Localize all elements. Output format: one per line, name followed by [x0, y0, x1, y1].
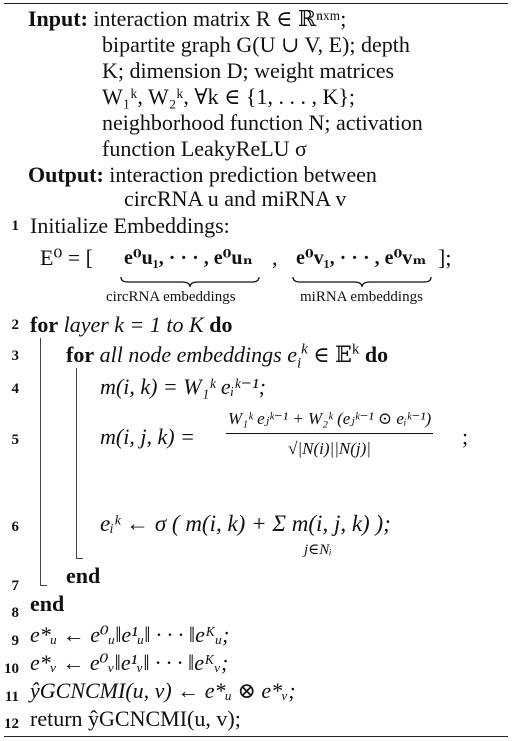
line-number-12: 12 [4, 716, 19, 732]
e0-close: ]; [438, 245, 452, 270]
input-line-6: function LeakyReLU σ [102, 136, 307, 161]
for-condition: layer k = 1 to K [63, 312, 204, 337]
outer-loop-guide-end [40, 585, 47, 586]
line-number-8: 8 [11, 605, 19, 621]
inner-for-condition: all node embeddings [99, 342, 282, 367]
top-rule [4, 3, 508, 4]
outer-loop-guide [40, 338, 41, 585]
output-line-2: circRNA u and miRNA v [124, 186, 347, 211]
output-line-1 [28, 162, 377, 188]
input-line-3: K; dimension D; weight matrices [102, 58, 395, 83]
input-text-1: interaction matrix R ∈ ℝⁿˣᵐ; [93, 6, 347, 31]
e0-lhs: E⁰ = [ [40, 245, 93, 270]
mirna-embeddings-label: miRNA embeddings [300, 289, 423, 305]
step-10-text: e*ᵥ ← e⁰ᵥ‖e¹ᵥ‖ · · · ‖eᴷᵥ; [30, 650, 229, 675]
step-3-text: for all node embeddings $e_i^k$ ∈ 𝔼$^k$ do [66, 341, 389, 372]
line-number-1: 1 [11, 218, 19, 234]
step-2-text [30, 312, 232, 338]
do-keyword: do [209, 312, 233, 337]
step-1-text: Initialize Embeddings: [30, 213, 230, 238]
step-11-text: ŷGCNCMI(u, v) ← e*ᵤ ⊗ e*ᵥ; [30, 678, 296, 703]
circrna-vector: e⁰u₁, · · · , e⁰uₙ [124, 247, 253, 269]
step-6-sum-index: j∈Nᵢ [304, 542, 332, 558]
for-keyword: for [30, 312, 59, 337]
line-number-5: 5 [11, 432, 19, 448]
step-5-fraction [226, 406, 433, 462]
line-number-9: 9 [11, 633, 19, 649]
step-12-text: return ŷGCNCMI(u, v); [30, 706, 241, 731]
vector-comma: , [272, 245, 278, 270]
step-4-text: m(i, k) = W₁ᵏ eᵢᵏ⁻¹; [100, 374, 266, 399]
inner-loop-guide [76, 368, 77, 558]
line-number-11: 11 [4, 689, 19, 705]
circrna-underbrace [120, 276, 260, 288]
mirna-underbrace [292, 276, 432, 288]
step-9-text: e*ᵤ ← e⁰ᵤ‖e¹ᵤ‖ · · · ‖eᴷᵤ; [30, 622, 230, 647]
output-label: Output: [28, 162, 104, 187]
input-line-5: neighborhood function N; activation [102, 110, 423, 135]
outer-end: end [30, 591, 65, 616]
line-number-3: 3 [11, 348, 19, 364]
mirna-vector: e⁰v₁, · · · , e⁰vₘ [296, 247, 427, 269]
inner-for-keyword: for [66, 342, 95, 367]
circrna-embeddings-label: circRNA embeddings [106, 289, 236, 305]
step-5-lhs: m(i, j, k) = [100, 424, 195, 449]
inner-loop-guide-end [76, 558, 83, 559]
step-6-text: eᵢᵏ ← σ ( m(i, k) + Σ m(i, j, k) ); [100, 511, 391, 536]
input-line-2: bipartite graph G(U ∪ V, E); depth [102, 32, 410, 57]
inner-do-keyword: do [364, 342, 389, 367]
input-line-4: W₁ᵏ, W₂ᵏ, ∀k ∈ {1, . . . , K}; [102, 84, 356, 109]
line-number-6: 6 [11, 519, 19, 535]
input-line-1 [28, 6, 346, 32]
line-number-7: 7 [11, 578, 19, 594]
step-5-semicolon: ; [462, 424, 469, 449]
input-label: Input: [28, 6, 88, 31]
step-5-numerator: W₁ᵏ eⱼᵏ⁻¹ + W₂ᵏ (eⱼᵏ⁻¹ ⊙ eᵢᵏ⁻¹) [226, 406, 433, 434]
line-number-4: 4 [11, 381, 19, 397]
line-number-2: 2 [11, 317, 19, 333]
line-number-10: 10 [4, 661, 19, 677]
inner-end: end [66, 563, 101, 588]
output-text-1: interaction prediction between [109, 162, 377, 187]
step-5-denominator: √|N(i)||N(j)| [288, 439, 371, 458]
step-5-frac [226, 406, 433, 462]
bottom-rule [4, 736, 508, 737]
inner-for-set: $e_i^k$ [287, 341, 308, 372]
